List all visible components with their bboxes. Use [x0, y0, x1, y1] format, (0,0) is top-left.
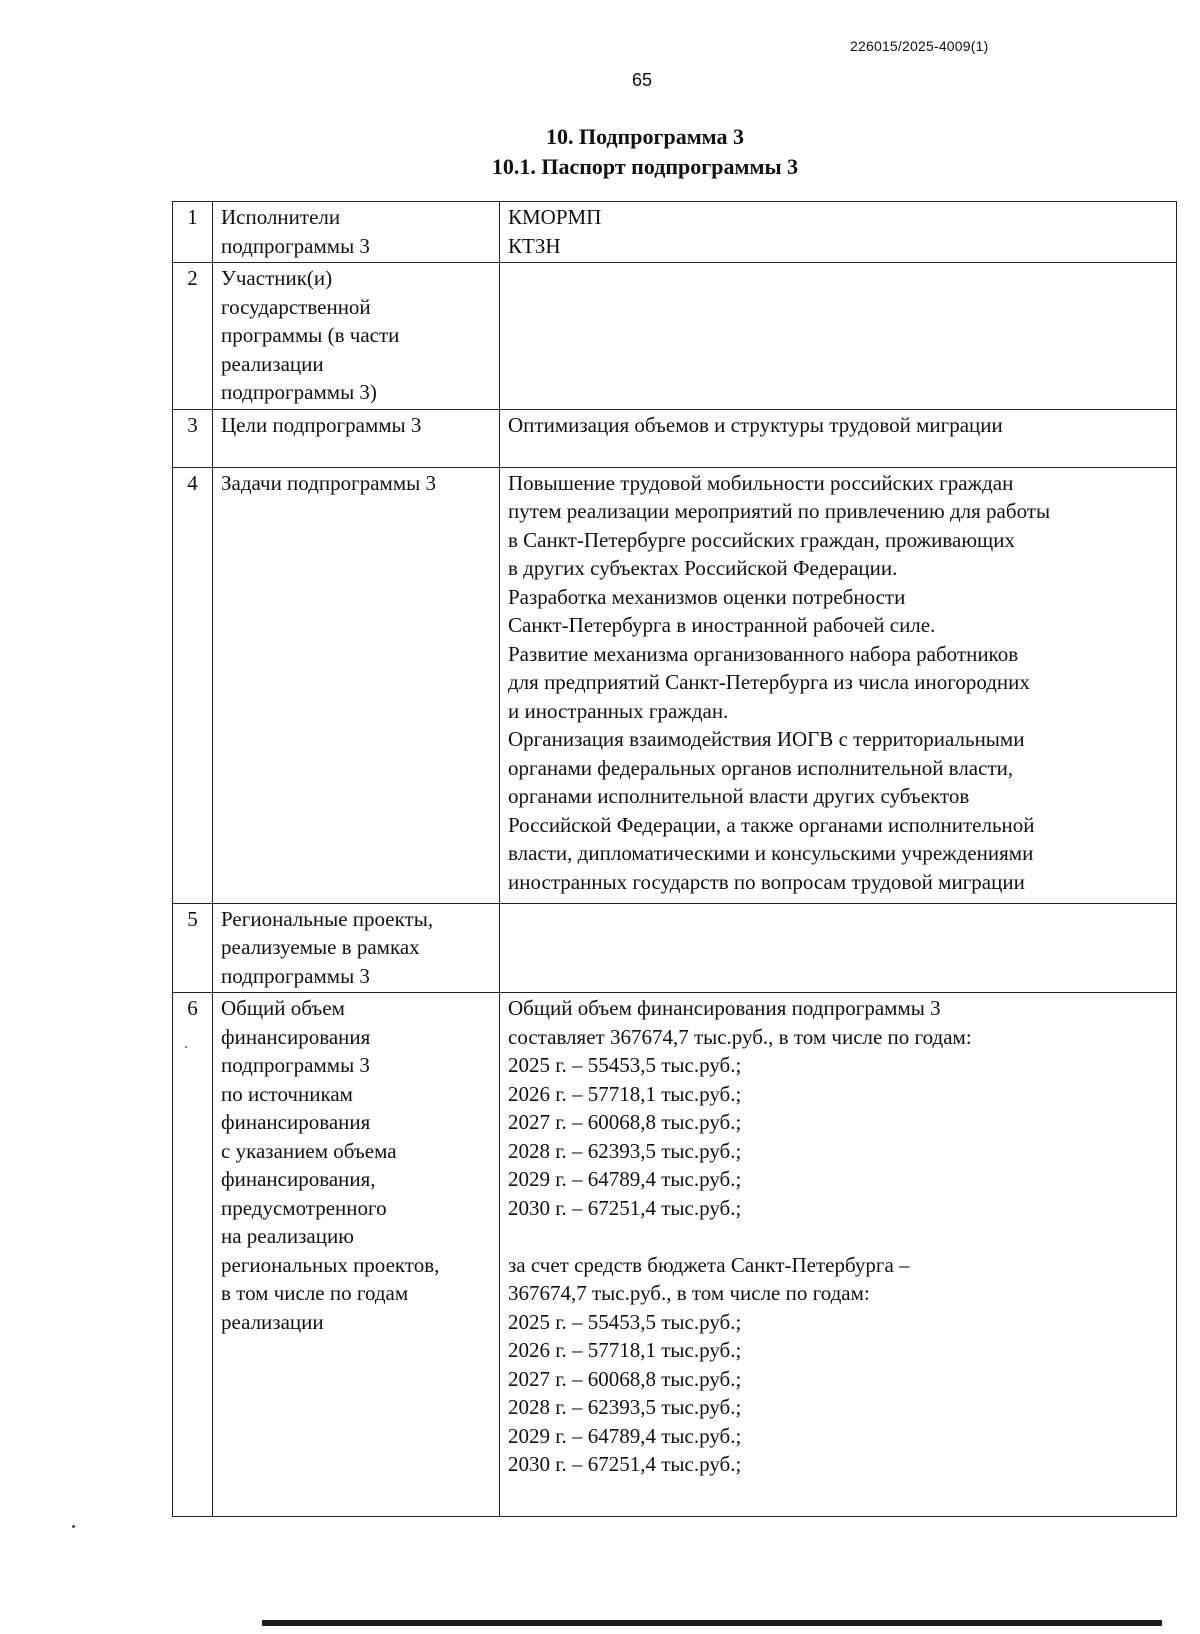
- table-row-financing: [173, 993, 1177, 1517]
- scan-speck: [72, 1525, 75, 1528]
- row-value: [500, 263, 1177, 410]
- row-number: 4: [173, 467, 213, 903]
- row-label: Исполнители подпрограммы 3: [213, 202, 500, 263]
- row-number: 6: [173, 993, 213, 1517]
- row-value: [500, 903, 1177, 993]
- document-id: 226015/2025-4009(1): [850, 38, 989, 54]
- row-value: Оптимизация объемов и структуры трудовой миграции: [500, 409, 1177, 467]
- scan-speck: [185, 1046, 187, 1048]
- table-row-executors: [173, 202, 1177, 263]
- title-subprogram: 10. Подпрограмма 3: [545, 124, 745, 149]
- row-number: 1: [173, 202, 213, 263]
- scan-bottom-edge: [262, 1620, 1162, 1626]
- row-value: Повышение трудовой мобильности российских граждан путем реализации мероприятий по привлечению для работы в Санкт-Петербурге российских граждан, проживающих в других субъектах Российской Федерации. Разработка механизмов оценки потребности Санкт-Петербурга в иностранной рабочей силе. Развитие механизма организованного набора работников для предприятий Санкт-Петербурга из числа иногородних и иностранных граждан. Организация взаимодействия ИОГВ с территориальными органами федеральных органов исполнительной власти, органами исполнительной власти других субъектов Российской Федерации, а также органами исполнительной власти, дипломатическими и консульскими учреждениями иностранных государств по вопросам трудовой миграции: [500, 467, 1177, 903]
- table-row-goals: [173, 409, 1177, 467]
- page-number: 65: [631, 70, 653, 90]
- row-number: 5: [173, 903, 213, 993]
- row-label: Региональные проекты, реализуемые в рамках подпрограммы 3: [213, 903, 500, 993]
- row-label: Участник(и) государственной программы (в части реализации подпрограммы 3): [213, 263, 500, 410]
- row-number: 3: [173, 409, 213, 467]
- row-value: КМОРМП КТЗН: [500, 202, 1177, 263]
- row-number: 2: [173, 263, 213, 410]
- row-label: Общий объем финансирования подпрограммы 3 по источникам финансирования с указанием объема финансирования, предусмотренного на реализацию региональных проектов, в том числе по годам реализации: [213, 993, 500, 1517]
- title-passport: 10.1. Паспорт подпрограммы 3: [491, 154, 799, 179]
- page-title: [0, 122, 1200, 182]
- row-value: Общий объем финансирования подпрограммы 3 составляет 367674,7 тыс.руб., в том числе по годам: 2025 г. – 55453,5 тыс.руб.; 2026 г. – 57718,1 тыс.руб.; 2027 г. – 60068,8 тыс.руб.; 2028 г. – 62393,5 тыс.руб.; 2029 г. – 64789,4 тыс.руб.; 2030 г. – 67251,4 тыс.руб.; за счет средств бюджета Санкт-Петербурга – 367674,7 тыс.руб., в том числе по годам: 2025 г. – 55453,5 тыс.руб.; 2026 г. – 57718,1 тыс.руб.; 2027 г. – 60068,8 тыс.руб.; 2028 г. – 62393,5 тыс.руб.; 2029 г. – 64789,4 тыс.руб.; 2030 г. – 67251,4 тыс.руб.;: [500, 993, 1177, 1517]
- row-label: Задачи подпрограммы 3: [213, 467, 500, 903]
- passport-table: [172, 201, 1177, 1517]
- table-row-tasks: [173, 467, 1177, 903]
- row-label: Цели подпрограммы 3: [213, 409, 500, 467]
- table-row-participants: [173, 263, 1177, 410]
- table-row-regional-projects: [173, 903, 1177, 993]
